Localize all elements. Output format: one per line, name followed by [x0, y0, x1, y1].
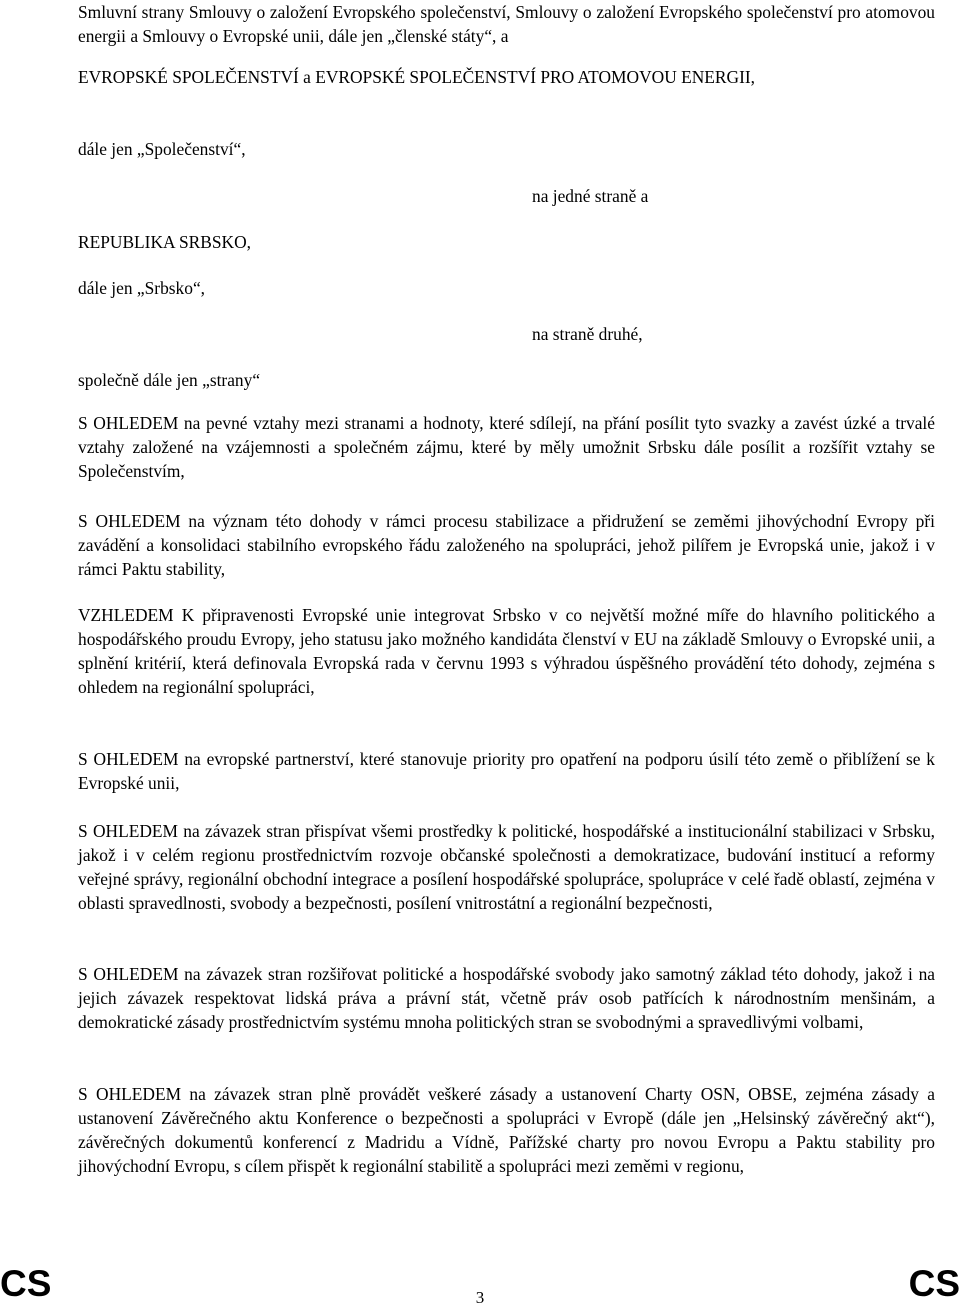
recital-1: S OHLEDEM na pevné vztahy mezi stranami a hodnoty, které sdílejí, na přání posílit tyto svazky a zavést úzké a trvalé vztahy založené na vzájemnosti a společném zájmu, které by měly umožnit Srbsku dále posílit a rozšířit vztahy se Společenstvím, — [78, 413, 935, 481]
recital-6: S OHLEDEM na závazek stran rozšiřovat politické a hospodářské svobody jako samotný základ této dohody, jakož i na jejich závazek respektovat lidská práva a právní stát, včetně práv osob patřících k národnostním menšinám, a demokratické zásady prostřednictvím systému mnoha politických stran se svobodnými a spravedlivými volbami, — [78, 964, 935, 1032]
recital-5: S OHLEDEM na závazek stran přispívat všemi prostředky k politické, hospodářské a institucionální stabilizaci v Srbsku, jakož i v celém regionu prostřednictvím rozvoje občanské společnosti a demokratizace, budování institucí a reformy veřejné správy, regionální obchodní integrace a posílení hospodářské spolupráce, spolupráce v celé řadě oblastí, zejména v oblasti spravedlnosti, svobody a bezpečnosti, posílení vnitrostátní a regionální bezpečnosti, — [78, 821, 935, 913]
recital-7: S OHLEDEM na závazek stran plně provádět veškeré zásady a ustanovení Charty OSN, OBSE, zejména zásady a ustanovení Závěrečného aktu Konference o bezpečnosti a spolupráci v Evropě (dále jen „Helsinský závěrečný akt“), závěrečných dokumentů konferencí z Madridu a Vídně, Pařížské charty pro novou Evropu a Paktu stability pro jihovýchodní Evropu, s cílem přispět k regionální stabilitě a spolupráci mezi zeměmi v regionu, — [78, 1084, 935, 1176]
party1-side: na jedné straně a — [532, 186, 649, 206]
joint-alias: společně dále jen „strany“ — [78, 370, 261, 390]
recital-2: S OHLEDEM na význam této dohody v rámci procesu stabilizace a přidružení se zeměmi jihovýchodní Evropy při zavádění a konsolidaci stabilního evropského řádu založeného na spolupráci, jehož pilířem je Evropská unie, jakož i v rámci Paktu stability, — [78, 511, 935, 579]
party2-side: na straně druhé, — [532, 324, 643, 344]
page-number: 3 — [475, 1288, 485, 1307]
party2-alias: dále jen „Srbsko“, — [78, 278, 206, 298]
recital-4: S OHLEDEM na evropské partnerství, které stanovuje priority pro opatření na podporu úsilí této země o přiblížení se k Evropské unii, — [78, 749, 935, 793]
footer-lang-left: CS — [0, 1263, 52, 1304]
party1-name: EVROPSKÉ SPOLEČENSTVÍ a EVROPSKÉ SPOLEČENSTVÍ PRO ATOMOVOU ENERGII, — [78, 67, 755, 87]
party2-name: REPUBLIKA SRBSKO, — [78, 232, 251, 252]
intro-paragraph: Smluvní strany Smlouvy o založení Evropského společenství, Smlouvy o založení Evropského společenství pro atomovou energii a Smlouvy o Evropské unii, dále jen „členské státy“, a — [78, 2, 935, 46]
footer-lang-right: CS — [908, 1263, 960, 1304]
recital-3: VZHLEDEM K připravenosti Evropské unie integrovat Srbsko v co největší možné míře do hlavního politického a hospodářského proudu Evropy, jeho statusu jako možného kandidáta členství v EU na základě Smlouvy o Evropské unii, a splnění kritérií, která definovala Evropská rada v červnu 1993 s výhradou úspěšného provádění této dohody, zejména s ohledem na regionální spolupráci, — [78, 605, 935, 697]
party1-alias: dále jen „Společenství“, — [78, 139, 246, 159]
